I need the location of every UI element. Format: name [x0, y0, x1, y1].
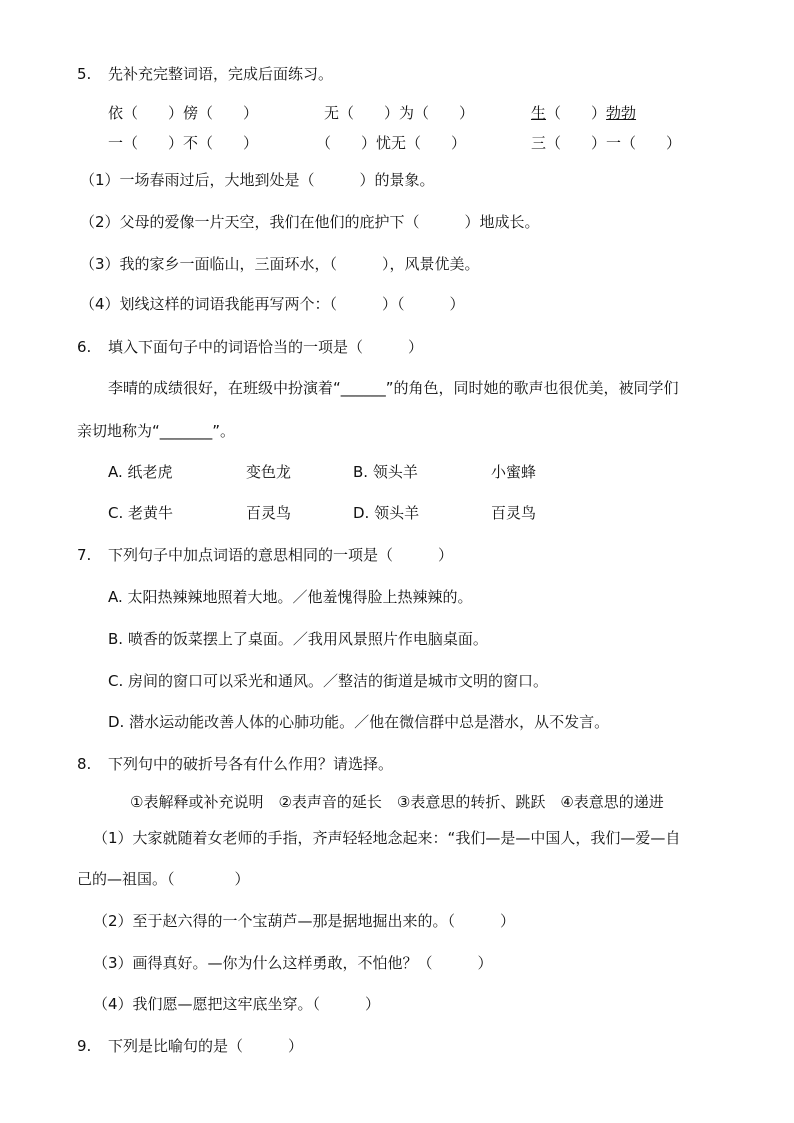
q5-sub2: （2）父母的爱像一片天空，我们在他们的庇护下（ ）地成长。 [80, 213, 540, 231]
q5-row2-col1: 一（ ）不（ ） [108, 134, 259, 152]
q5-row1-col1: 依（ ）傍（ ） [108, 104, 259, 122]
q6-option-a-word1: A. 纸老虎 [108, 463, 173, 481]
q6-option-a-word2: 变色龙 [246, 463, 292, 481]
q6-option-d-word2: 百灵鸟 [491, 504, 537, 522]
q7-option-d: D. 潜水运动能改善人体的心肺功能。／他在微信群中总是潜水，从不发言。 [108, 713, 610, 731]
q5-sub1: （1）一场春雨过后，大地到处是（ ）的景象。 [80, 171, 435, 189]
q5-row1-underlined-word-a: 生 [531, 104, 547, 122]
q8-sub3: （3）画得真好。—你为什么这样勇敢，不怕他？（ ） [93, 954, 493, 972]
q6-passage-line1: 李晴的成绩很好，在班级中扮演着“______”的角色，同时她的歌声也很优美，被同学们 [108, 379, 679, 397]
q5-row1-col3 [531, 103, 636, 123]
q8-options: ①表解释或补充说明 ②表声音的延长 ③表意思的转折、跳跃 ④表意思的递进 [130, 793, 664, 811]
q8-sub1-line1: （1）大家就随着女老师的手指，齐声轻轻地念起来：“我们—是—中国人，我们—爱—自 [93, 829, 681, 847]
q9-title: 下列是比喻句的是（ ） [108, 1037, 304, 1055]
q8-number: 8. [77, 755, 92, 773]
q5-row2-col2: （ ）忧无（ ） [316, 134, 467, 152]
q6-option-c-word1: C. 老黄牛 [108, 504, 174, 522]
q8-sub2: （2）至于赵六得的一个宝葫芦—那是据地掘出来的。（ ） [93, 912, 516, 930]
q7-option-c: C. 房间的窗口可以采光和通风。／整洁的街道是城市文明的窗口。 [108, 672, 549, 690]
q5-title: 先补充完整词语，完成后面练习。 [108, 65, 334, 83]
q8-sub4: （4）我们愿—愿把这牢底坐穿。（ ） [93, 995, 381, 1013]
q8-sub1-line2: 己的—祖国。（ ） [77, 870, 250, 888]
q7-title: 下列句子中加点词语的意思相同的一项是（ ） [108, 546, 454, 564]
q5-sub3: （3）我的家乡一面临山，三面环水，（ ），风景优美。 [80, 255, 480, 273]
q7-number: 7. [77, 546, 92, 564]
q5-number: 5. [77, 65, 92, 83]
q6-option-b-word1: B. 领头羊 [353, 463, 418, 481]
q5-sub4: （4）划线这样的词语我能再写两个：（ ）（ ） [80, 295, 465, 313]
q5-row2-col3: 三（ ）一（ ） [531, 134, 682, 152]
q8-title: 下列句中的破折号各有什么作用？请选择。 [108, 755, 394, 773]
q6-option-b-word2: 小蜜蜂 [491, 463, 537, 481]
q7-option-a: A. 太阳热辣辣地照着大地。／他羞愧得脸上热辣辣的。 [108, 588, 473, 606]
q6-passage-line2: 亲切地称为“_______”。 [77, 422, 236, 440]
q9-number: 9. [77, 1037, 92, 1055]
q5-row1-blank: （ ） [546, 104, 607, 122]
q6-option-d-word1: D. 领头羊 [353, 504, 420, 522]
q6-option-c-word2: 百灵鸟 [246, 504, 292, 522]
q5-row1-col2: 无（ ）为（ ） [324, 104, 475, 122]
q7-option-b: B. 喷香的饭菜摆上了桌面。／我用风景照片作电脑桌面。 [108, 630, 488, 648]
q6-number: 6. [77, 338, 92, 356]
q6-title: 填入下面句子中的词语恰当的一项是（ ） [108, 338, 424, 356]
q5-row1-underlined-word-b: 勃勃 [606, 104, 637, 122]
